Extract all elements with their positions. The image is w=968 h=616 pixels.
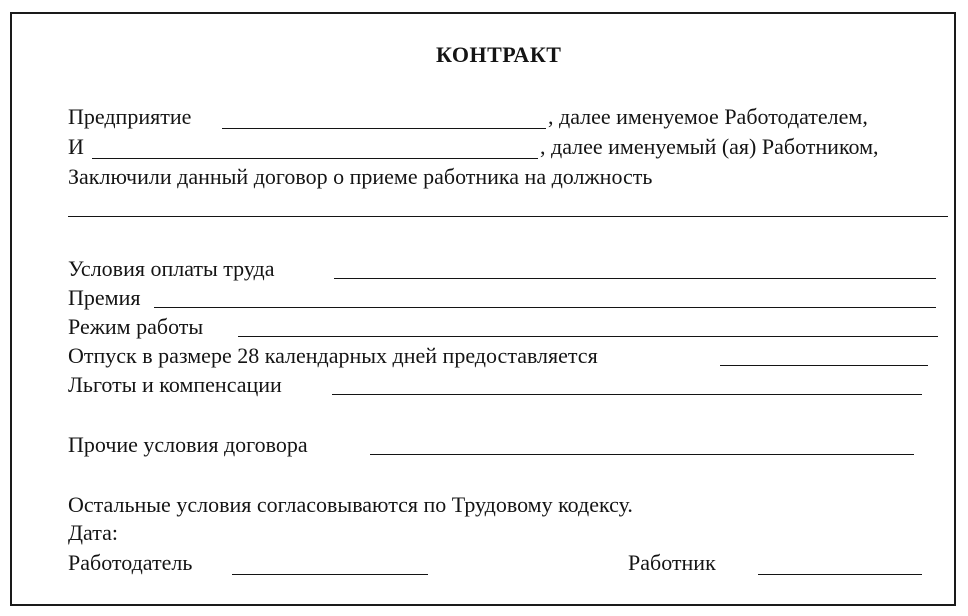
pay-terms-label: Условия оплаты труда	[68, 256, 275, 281]
work-mode-label: Режим работы	[68, 314, 204, 339]
benefits-label: Льготы и компенсации	[68, 372, 282, 397]
pay-terms-field[interactable]	[334, 278, 936, 279]
enterprise-label: Предприятие	[68, 104, 192, 129]
other-terms-field[interactable]	[370, 454, 914, 455]
other-terms-label: Прочие условия договора	[68, 432, 308, 457]
enterprise-suffix: , далее именуемое Работодателем,	[548, 104, 868, 129]
vacation-field[interactable]	[720, 365, 928, 366]
employee-name-field[interactable]	[92, 158, 538, 159]
bonus-field[interactable]	[154, 307, 936, 308]
bonus-label: Премия	[68, 285, 141, 310]
employee-label: Работник	[628, 550, 716, 575]
employer-signature-field[interactable]	[232, 574, 428, 575]
benefits-field[interactable]	[332, 394, 922, 395]
employee-signature-field[interactable]	[758, 574, 922, 575]
concluded-text: Заключили данный договор о приеме работника на должность	[68, 164, 653, 189]
enterprise-field[interactable]	[222, 128, 546, 129]
work-mode-field[interactable]	[238, 336, 938, 337]
rest-terms-text: Остальные условия согласовываются по Трудовому кодексу.	[68, 492, 633, 517]
date-label: Дата:	[68, 520, 118, 545]
contract-form	[10, 12, 956, 606]
and-suffix: , далее именуемый (ая) Работником,	[540, 134, 879, 159]
and-label: И	[68, 134, 84, 159]
employer-label: Работодатель	[68, 550, 193, 575]
position-field[interactable]	[68, 216, 948, 217]
contract-title: КОНТРАКТ	[436, 42, 562, 67]
vacation-label: Отпуск в размере 28 календарных дней предоставляется	[68, 343, 598, 368]
